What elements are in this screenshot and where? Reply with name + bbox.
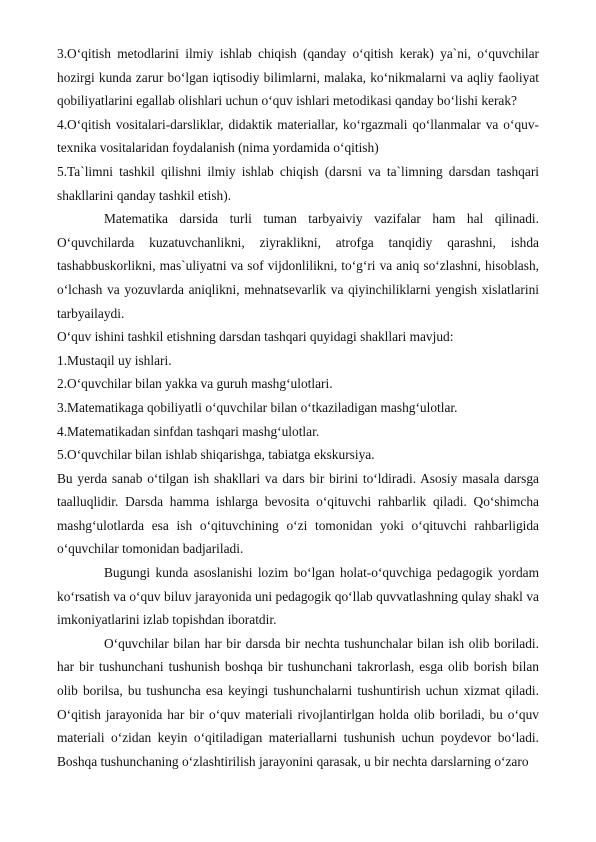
paragraph-pedagogical-support: Bugungi kunda asoslanishi lozim bo‘lgan holat-o‘quvchiga pedagogik yordam ko‘rsatish va o‘quv biluv jarayonida uni pedagogik qo‘llab quvvatlashning qulay shakl va imkoniyatlarini izlab topishdan iboratdir. [57,565,539,628]
paragraph-concepts: O‘quvchilar bilan har bir darsda bir nechta tushunchalar bilan ish olib boriladi. har bir tushunchani tushunish boshqa bir tushunchani takrorlash, esga olib borish bilan olib borilsa, bu tushuncha esa keyingi tushunchalarni tushuntirish uchun xizmat qiladi. O‘qitish jarayonida har bir o‘quv materiali rivojlantirlgan holda olib boriladi, bu o‘quv materiali o‘zidan keyin o‘qitiladigan materiallarni tushunish uchun poydevor bo‘ladi. Boshqa tushunchaning o‘zlashtirilish jarayonini qarasak, u bir nechta darslarning o‘zaro [57,635,539,769]
list-item-goal-3: 3.O‘qitish metodlarini ilmiy ishlab chiqish (qanday o‘qitish kerak) ya`ni, o‘quvchilar hozirgi kunda zarur bo‘lgan iqtisodiy bilimlarni, malaka, ko‘nikmalarni va aqliy faoliyat qobiliyatlarini egallab olishlari uchun o‘quv ishlari metodikasi qanday bo‘lishi kerak? [57,46,539,109]
paragraph-forms-intro: O‘quv ishini tashkil etishning darsdan tashqari quyidagi shakllari mavjud: [57,329,454,345]
list-item-form-3: 3.Matematikaga qobiliyatli o‘quvchilar bilan o‘tkaziladigan mashg‘ulotlar. [57,399,458,415]
list-item-form-2: 2.O‘quvchilar bilan yakka va guruh mashg‘ulotlari. [57,376,333,392]
list-item-goal-5: 5.Ta`limni tashkil qilishni ilmiy ishlab chiqish (darsni va ta`limning darsdan tashqari shakllarini qanday tashkil etish). [57,163,539,203]
document-page [57,42,539,773]
list-item-form-4: 4.Matematikadan sinfdan tashqari mashg‘ulotlar. [57,423,320,439]
list-item-form-5: 5.O‘quvchilar bilan ishlab shiqarishga, tabiatga ekskursiya. [57,447,375,463]
list-item-form-1: 1.Mustaqil uy ishlari. [57,352,172,368]
paragraph-forms-complement: Bu yerda sanab o‘tilgan ish shakllari va dars bir birini to‘ldiradi. Asosiy masala darsga taalluqlidir. Darsda hamma ishlarga bevosita o‘qituvchi rahbarlik qiladi. Qo‘shimcha mashg‘ulotlarda esa ish o‘qituvchining o‘zi tomonidan yoki o‘qituvchi rahbarligida o‘quvchilar tomonidan badjariladi. [57,470,539,557]
list-item-goal-4: 4.O‘qitish vositalari-darsliklar, didaktik materiallar, ko‘rgazmali qo‘llanmalar va o‘quv-texnika vositalaridan foydalanish (nima yordamida o‘qitish) [57,116,539,156]
paragraph-educational-tasks: Matematika darsida turli tuman tarbyaiviy vazifalar ham hal qilinadi. O‘quvchilarda kuzatuvchanlikni, ziyraklikni, atrofga tanqidiy qarashni, ishda tashabbuskorlikni, mas`uliyatni va sof vijdonlilikni, to‘g‘ri va aniq so‘zlashni, hisoblash, o‘lchash va yozuvlarda aniqlikni, mehnatsevarlik va qiyinchiliklarni yengish xislatlarini tarbyailaydi. [57,211,539,321]
